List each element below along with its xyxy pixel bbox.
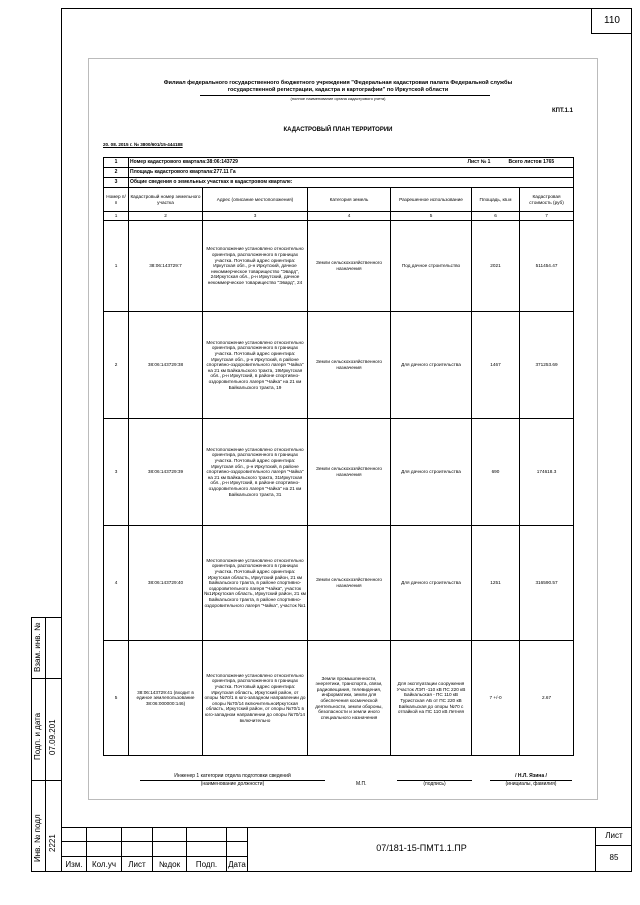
inv-podl-label: Инв. № подл	[33, 814, 42, 862]
row-num: 1	[104, 221, 129, 312]
frame-left	[61, 8, 62, 872]
land-category: Земли промышленности, энергетики, транспорта, связи, радиовещания, телевидения, информатики, земли для обеспечения космической деятельности, земли обороны, безопасности и земли иного специального назначения	[308, 641, 391, 756]
row-num: 5	[104, 641, 129, 756]
address: Местоположение установлено относительно ориентира, расположенного в границах участка. Почтовый адрес ориентира: Иркутская область, Иркутский район, от опоры №70/1 в юго-западном направлении до опоры №70/14 включительноИркутская область, Иркутский район, от опоры №70/1 в юго-западном направлении до опоры №70/14 включительно	[203, 641, 308, 756]
frame-right	[631, 8, 632, 872]
info-sheet-label: Лист № 1	[467, 158, 491, 165]
address: Местоположение установлено относительно ориентира, расположенного в границах участка. Почтовый адрес ориентира: Иркутская обл., р-н Иркутский, в районе спортивно-оздоровительного лагеря "Чайка" на 21 км Байкальского тракта, 19Иркутская обл., р-н Иркутский, в районе спортивно-оздоровительного лагеря "Чайка" на 21 км Байкальского тракта, 19	[203, 312, 308, 419]
stamp-sheet-value: 85	[609, 853, 619, 862]
signer-name-caption: (инициалы, фамилия)	[505, 781, 557, 787]
signer-position: Инженер 1 категории отдела подготовки сведений	[174, 773, 291, 779]
info-row-2	[104, 168, 574, 178]
column-header: Кадастровая стоимость (руб)	[520, 188, 574, 212]
row-num: 3	[104, 419, 129, 526]
land-category: Земли сельскохозяйственного назначения	[308, 221, 391, 312]
signer-name: / Н.Л. Язина /	[515, 773, 547, 779]
land-category: Земли сельскохозяйственного назначения	[308, 526, 391, 641]
column-header: Кадастровый номер земельного участка	[129, 188, 203, 212]
document-code: 07/181-15-ПМТ1.1.ПР	[376, 843, 467, 853]
info-num: 3	[104, 178, 129, 188]
area: 1251	[472, 526, 520, 641]
address: Местоположение установлено относительно ориентира, расположенного в границах участка. Почтовый адрес ориентира: Иркутская область, Иркутский район, 21 км Байкальского тракта, в районе спортивно-оздоровительного лагеря "Чайка", участок №1Иркутская область, Иркутский район, 21 км Байкальского тракта, в районе спортивно-оздоровительного лагеря "Чайка", участок №1	[203, 526, 308, 641]
table-row	[104, 641, 574, 756]
column-header: Адрес (описание местоположения)	[203, 188, 308, 212]
land-category: Земли сельскохозяйственного назначения	[308, 312, 391, 419]
table-row	[104, 526, 574, 641]
stamp-col-ndok: №док	[158, 860, 181, 869]
stamp-col-izm: Изм.	[65, 860, 83, 869]
margin-h2	[31, 780, 62, 781]
table-row	[104, 312, 574, 419]
margin-strip-mid	[45, 617, 46, 872]
column-number-row	[104, 212, 574, 221]
mp-label: М.П.	[356, 781, 367, 787]
info-text: Площадь кадастрового квартала:277.11 Га	[129, 168, 574, 178]
info-text: Общие сведения о земельных участках в кадастровом квартале:	[129, 178, 574, 188]
cadastral-number: 38:06:143729:40	[129, 526, 203, 641]
area: 1467	[472, 312, 520, 419]
date-number: 20. 08. 2015 г. № 3800/601/15-444188	[103, 142, 183, 147]
margin-strip-left	[31, 617, 32, 872]
info-row-1	[104, 158, 574, 168]
stamp-col-data: Дата	[228, 860, 246, 869]
stamp-h3	[595, 845, 632, 846]
stamp-sheet-label: Лист	[605, 831, 623, 840]
info-cell	[129, 158, 574, 168]
stamp-top	[61, 827, 632, 828]
stamp-h2	[61, 856, 247, 857]
stamp-col-koluch: Кол.уч	[92, 860, 116, 869]
column-header-row	[104, 188, 574, 212]
stamp-col-list: Лист	[128, 860, 146, 869]
permitted-use: Для дачного строительства	[391, 419, 472, 526]
cadastral-cost: 511454.47	[520, 221, 574, 312]
info-text: Номер кадастрового квартала:38:06:143729	[130, 158, 238, 165]
header-subcaption: (полное наименование органа кадастрового учета)	[290, 96, 386, 101]
sheet-number-box	[591, 8, 632, 34]
cadastral-cost: 174618.3	[520, 419, 574, 526]
cadastral-number: 38:06:143729:39	[129, 419, 203, 526]
permitted-use: Для эксплуатации сооружения Участок ЛЭП -110 кВ ПС 220 кВ Байкальская - ПС 110 кВ Туристская АБ от ПС 220 кВ Байкальская до опоры №70 с отпайкой на ПС 110 кВ Летняя	[391, 641, 472, 756]
row-num: 2	[104, 312, 129, 419]
column-number: 1	[104, 212, 129, 221]
stamp-h1	[61, 841, 247, 842]
row-num: 4	[104, 526, 129, 641]
header-line2: государственной регистрации, кадастра и картографии" по Иркутской области	[227, 87, 449, 93]
frame-top	[61, 8, 632, 9]
info-num: 2	[104, 168, 129, 178]
info-row-3	[104, 178, 574, 188]
cadastral-number: 38:06:143729:7	[129, 221, 203, 312]
land-category: Земли сельскохозяйственного назначения	[308, 419, 391, 526]
permitted-use: Для дачного строительства	[391, 526, 472, 641]
form-code: КПТ.1.1	[552, 108, 573, 114]
column-number: 7	[520, 212, 574, 221]
permitted-use: Для дачного строительства	[391, 312, 472, 419]
area: 690	[472, 419, 520, 526]
column-number: 6	[472, 212, 520, 221]
table-row	[104, 221, 574, 312]
column-number: 2	[129, 212, 203, 221]
column-number: 4	[308, 212, 391, 221]
cadastral-cost: 371253.69	[520, 312, 574, 419]
column-header: Площадь, кв.м	[472, 188, 520, 212]
address: Местоположение установлено относительно ориентира, расположенного в границах участка. Почтовый адрес ориентира: Иркутская обл., р-н Иркутский, дачное некоммерческое товарищество "Эвард", 24Иркутская обл., р-н Иркутский, дачное некоммерческое товарищество "Эвард", 24	[203, 221, 308, 312]
cadastral-cost: 2.67	[520, 641, 574, 756]
address: Местоположение установлено относительно ориентира, расположенного в границах участка. Почтовый адрес ориентира: Иркутская обл., р-н Иркутский, в районе спортивно-оздоровительного лагеря "Чайка" на 21 км Байкальского тракта, 31Иркутская обл., р-н Иркутский, в районе спортивно-оздоровительного лагеря "Чайка" на 21 км Байкальского тракта, 31	[203, 419, 308, 526]
cadastral-cost: 316590.57	[520, 526, 574, 641]
column-header: Номер п/п	[104, 188, 129, 212]
column-number: 3	[203, 212, 308, 221]
cadastral-table	[103, 157, 574, 756]
info-total-label: Всего листов 1765	[508, 158, 555, 165]
margin-h0	[31, 617, 62, 618]
column-number: 5	[391, 212, 472, 221]
header-line1: Филиал федерального государственного бюджетного учреждения "Федеральная кадастровая палата Федеральной службы	[163, 80, 513, 86]
page-title: КАДАСТРОВЫЙ ПЛАН ТЕРРИТОРИИ	[283, 127, 393, 133]
cadastral-number: 38:06:143729:38	[129, 312, 203, 419]
area: 7 +/-0	[472, 641, 520, 756]
inv-podl-value: 2221	[48, 834, 57, 852]
margin-h1	[31, 678, 62, 679]
permitted-use: Под дачное строительство	[391, 221, 472, 312]
sheet-number: 110	[604, 15, 620, 26]
area: 2021	[472, 221, 520, 312]
column-header: Разрешенное использование	[391, 188, 472, 212]
vzam-inv-label: Взам. инв. №	[33, 622, 42, 672]
stamp-col-podp: Подп.	[195, 860, 218, 869]
podp-data-label: Подп. и дата	[33, 712, 42, 760]
signature-caption: (подпись)	[423, 781, 446, 787]
signer-position-caption: (наименование должности)	[200, 781, 265, 787]
podp-data-value: 07.09.201	[48, 719, 57, 755]
cadastral-number: 38:06:143729:41 (входит в единое землепользование 38:06:000000:146)	[129, 641, 203, 756]
table-row	[104, 419, 574, 526]
column-header: Категория земель	[308, 188, 391, 212]
info-num: 1	[104, 158, 129, 168]
